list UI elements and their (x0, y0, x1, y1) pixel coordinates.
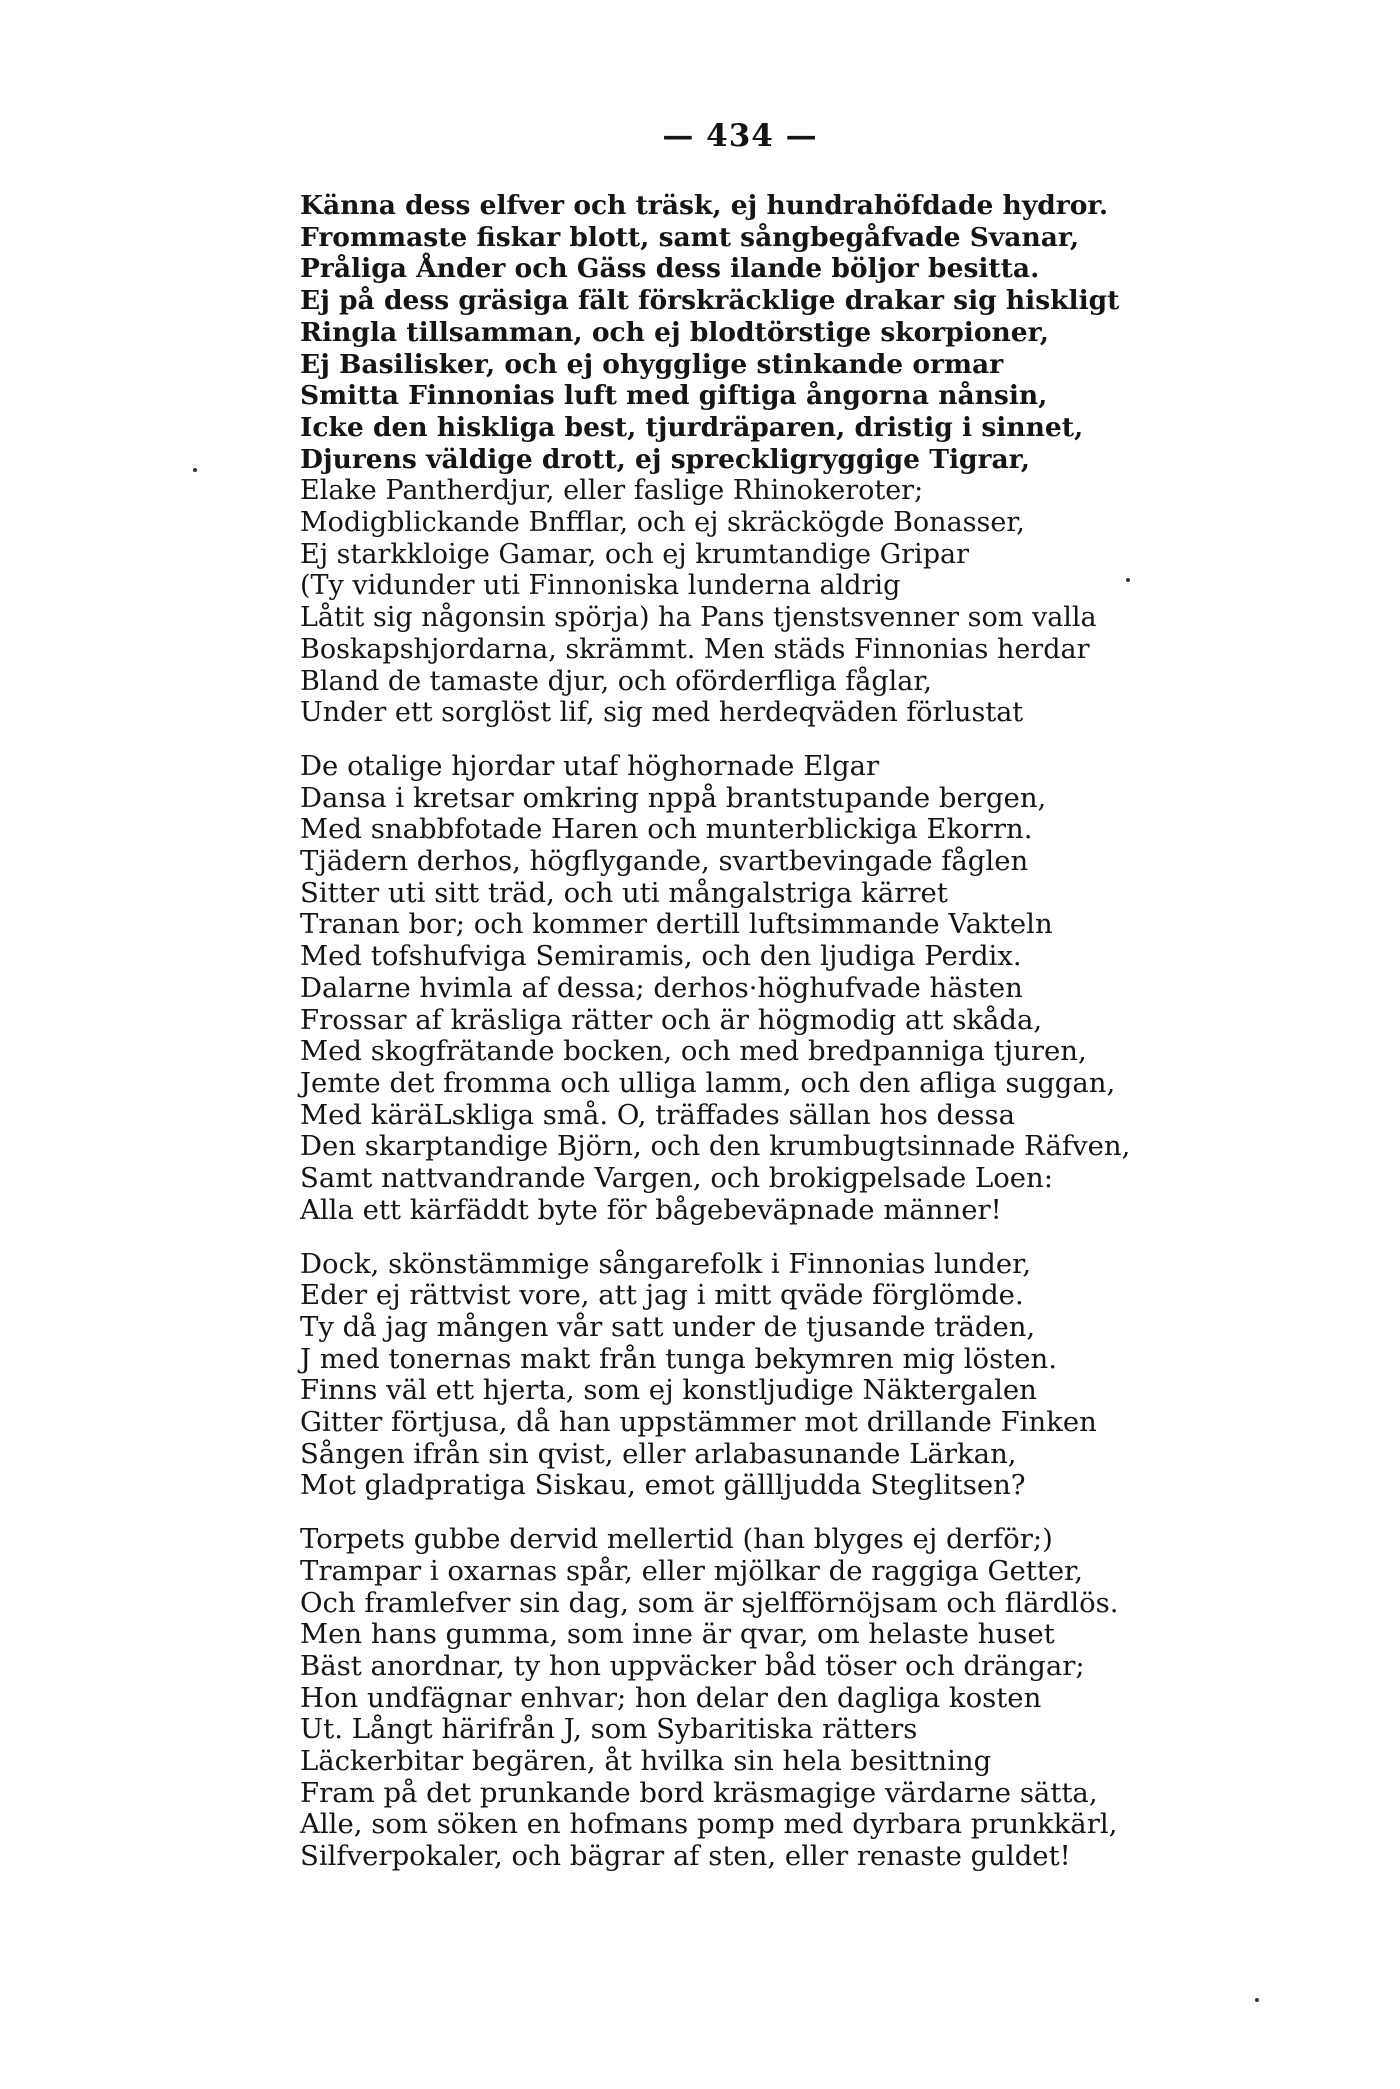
poem-line: Bäst anordnar, ty hon uppväcker båd töser och drängar; (300, 1649, 1085, 1682)
poem-line: Frommaste fiskar blott, samt sångbegåfvade Svanar, (300, 221, 1080, 253)
poem-line: De otalige hjordar utaf höghornade Elgar (300, 749, 880, 782)
poem-line: Ut. Långt härifrån J, som Sybaritiska rätters (300, 1713, 918, 1746)
print-speck-bottom (1255, 1998, 1259, 2002)
poem-line: Smitta Finnonias luft med giftiga ångorna nånsin, (300, 380, 1048, 412)
poem-line: Den skarptandige Björn, och den krumbugtsinnade Räfven, (300, 1130, 1131, 1163)
poem-line: Med käräLskliga små. O, träffades sällan hos dessa (300, 1098, 1016, 1131)
poem-line: Dalarne hvimla af dessa; derhos·höghufvade hästen (300, 971, 1023, 1004)
poem-line: Gitter förtjusa, då han uppstämmer mot drillande Finken (300, 1406, 1097, 1439)
poem-line: Sitter uti sitt träd, och uti mångalstriga kärret (300, 876, 948, 909)
poem-line: Under ett sorglöst lif, sig med herdeqväden förlustat (300, 697, 1024, 729)
print-speck-right (1126, 578, 1130, 582)
poem-line: Jemte det fromma och ulliga lamm, och den afliga suggan, (300, 1066, 1116, 1099)
stanza-4 (300, 1524, 1340, 1873)
poem-line: Men hans gumma, som inne är qvar, om helaste huset (300, 1618, 1055, 1651)
poem-line: Hon undfägnar enhvar; hon delar den dagliga kosten (300, 1681, 1042, 1714)
stanza-1 (300, 190, 1340, 729)
poem-line: Alle, som söken en hofmans pomp med dyrbara prunkkärl, (300, 1808, 1118, 1841)
poem-line: Mot gladpratiga Siskau, emot gällljudda Steglitsen? (300, 1469, 1026, 1502)
poem-line: Bland de tamaste djur, och oförderfliga fåglar, (300, 665, 932, 697)
poem-line: Dansa i kretsar omkring nppå brantstupande bergen, (300, 781, 1047, 814)
poem-line: (Ty vidunder uti Finnoniska lunderna aldrig (300, 570, 901, 602)
stanza-3 (300, 1249, 1340, 1503)
poem-line: Dock, skönstämmige sångarefolk i Finnonias lunder, (300, 1247, 1032, 1280)
poem-line: Tjädern derhos, högflygande, svartbevingade fåglen (300, 845, 1029, 878)
poem-line: Tranan bor; och kommer dertill luftsimmande Vakteln (300, 908, 1053, 941)
poem-line: Ty då jag mången vår satt under de tjusande träden, (300, 1310, 1036, 1343)
poem-line: Med skogfrätande bocken, och med bredpanniga tjuren, (300, 1035, 1087, 1068)
poem-line: Silfverpokaler, och bägrar af sten, eller renaste guldet! (300, 1840, 1071, 1873)
poem-line: Djurens väldige drott, ej spreckligryggige Tigrar, (300, 443, 1030, 475)
poem-line: Sången ifrån sin qvist, eller arlabasunande Lärkan, (300, 1437, 1017, 1470)
poem-line: Icke den hiskliga best, tjurdräparen, dristig i sinnet, (300, 411, 1084, 443)
print-speck-left (193, 468, 197, 472)
poem-line: Modigblickande Bnfflar, och ej skräckögde Bonasser, (300, 507, 1025, 539)
poem-text (300, 190, 1340, 1895)
poem-line: Med tofshufviga Semiramis, och den ljudiga Perdix. (300, 940, 1022, 973)
poem-line: Alla ett kärfäddt byte för bågebeväpnade männer! (300, 1193, 1002, 1226)
poem-line: Finns väl ett hjerta, som ej konstljudige Näktergalen (300, 1374, 1037, 1407)
poem-line: Känna dess elfver och träsk, ej hundrahöfdade hydror. (300, 190, 1109, 221)
poem-line: Låtit sig någonsin spörja) ha Pans tjenstsvenner som valla (300, 602, 1097, 634)
poem-line: Trampar i oxarnas spår, eller mjölkar de raggiga Getter, (300, 1554, 1083, 1587)
poem-line: Ej Basilisker, och ej ohygglige stinkande ormar (300, 348, 1004, 380)
poem-line: Elake Pantherdjur, eller faslige Rhinokeroter; (300, 475, 924, 507)
poem-line: Ringla tillsamman, och ej blodtörstige skorpioner, (300, 316, 1049, 348)
poem-line: Boskapshjordarna, skrämmt. Men städs Finnonias herdar (300, 633, 1090, 665)
poem-line: Pråliga Ånder och Gäss dess ilande böljor besitta. (300, 253, 1040, 285)
poem-line: Frossar af kräsliga rätter och är högmodig att skåda, (300, 1003, 1043, 1036)
poem-line: Ej starkkloige Gamar, och ej krumtandige Gripar (300, 538, 969, 570)
poem-line: Med snabbfotade Haren och munterblickiga Ekorrn. (300, 813, 1033, 846)
poem-line: Och framlefver sin dag, som är sjelfförnöjsam och flärdlös. (300, 1586, 1119, 1619)
poem-line: Läckerbitar begären, åt hvilka sin hela besittning (300, 1745, 992, 1778)
poem-line: Fram på det prunkande bord kräsmagige värdarne sätta, (300, 1776, 1098, 1809)
poem-line: J med tonernas makt från tunga bekymren mig lösten. (300, 1342, 1057, 1375)
poem-line: Eder ej rättvist vore, att jag i mitt qväde förglömde. (300, 1279, 1024, 1312)
poem-line: Ej på dess gräsiga fält förskräcklige drakar sig hiskligt (300, 285, 1120, 317)
page-number: — 434 — (662, 118, 818, 154)
poem-line: Torpets gubbe dervid mellertid (han blyges ej derför;) (300, 1523, 1053, 1556)
poem-line: Samt nattvandrande Vargen, och brokigpelsade Loen: (300, 1162, 1054, 1195)
stanza-2 (300, 751, 1340, 1227)
